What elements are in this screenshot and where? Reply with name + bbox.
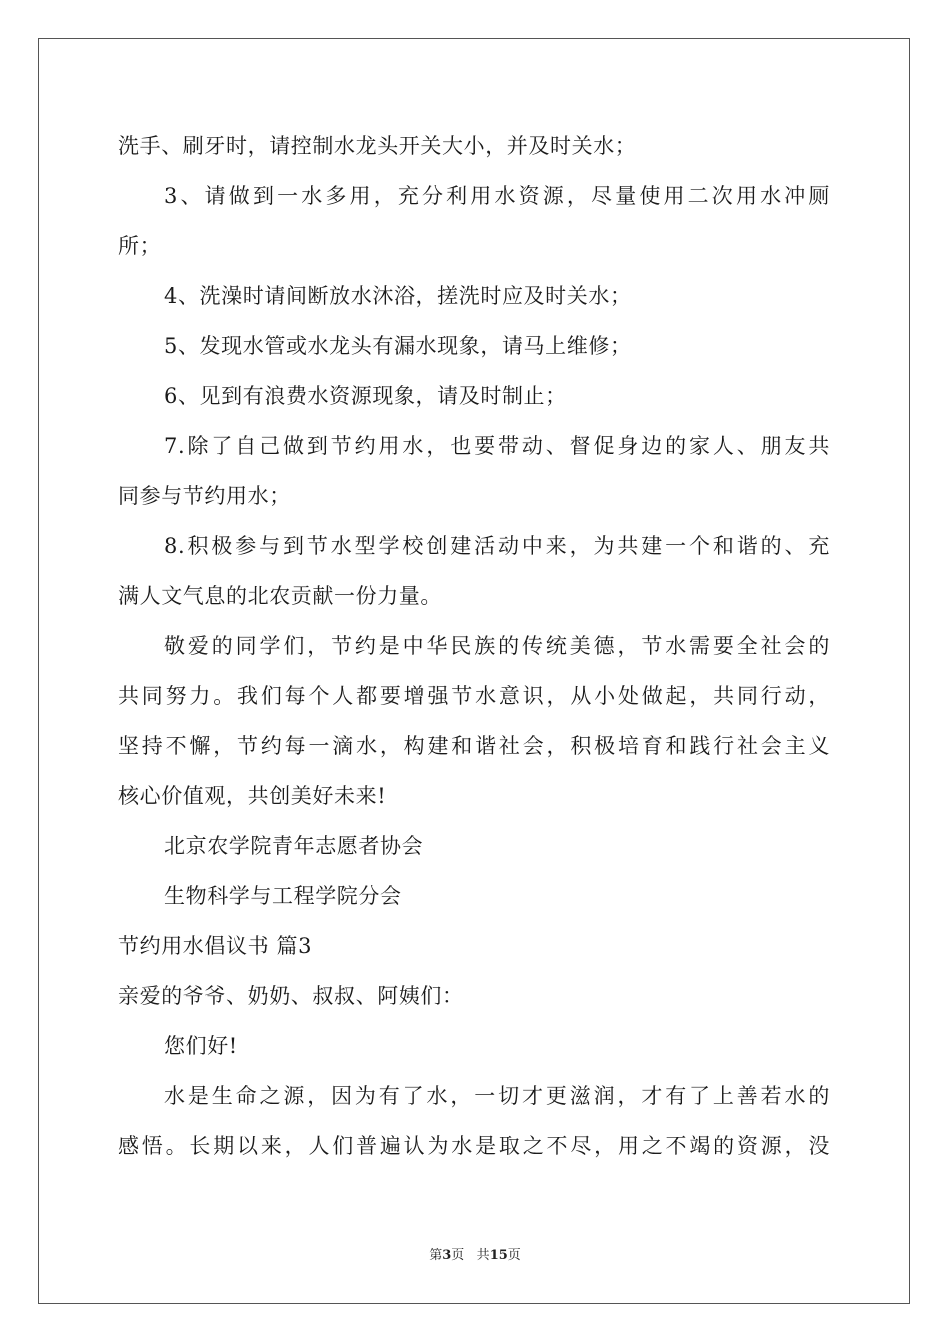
text-line: 6、见到有浪费水资源现象，请及时制止； [164, 384, 567, 408]
text-line: 4、洗澡时请间断放水沐浴，搓洗时应及时关水； [164, 284, 632, 308]
text-line: 7.除了自己做到节约用水，也要带动、督促身边的家人、朋友共 [164, 434, 830, 458]
total-page-count: 15 [489, 1248, 508, 1263]
text-line: 水是生命之源，因为有了水，一切才更滋润，才有了上善若水的 [164, 1084, 830, 1108]
footer-total-suffix: 页 [507, 1248, 521, 1263]
footer-total-prefix: 共 [476, 1248, 490, 1263]
signature-branch: 生物科学与工程学院分会 [164, 884, 402, 908]
text-line: 同参与节约用水； [118, 484, 291, 508]
text-line: 核心价值观，共创美好未来! [118, 784, 387, 808]
section-heading: 节约用水倡议书 篇3 [118, 934, 313, 958]
text-line: 8.积极参与到节水型学校创建活动中来，为共建一个和谐的、充 [164, 534, 830, 558]
current-page-number: 3 [442, 1248, 452, 1263]
text-line: 洗手、刷牙时，请控制水龙头开关大小，并及时关水； [118, 134, 637, 158]
footer-prefix: 第 [429, 1248, 443, 1263]
text-line: 共同努力。我们每个人都要增强节水意识，从小处做起，共同行动， [118, 684, 830, 708]
text-line: 敬爱的同学们，节约是中华民族的传统美德，节水需要全社会的 [164, 634, 830, 658]
text-line: 5、发现水管或水龙头有漏水现象，请马上维修； [164, 334, 632, 358]
text-line: 感悟。长期以来，人们普遍认为水是取之不尽，用之不竭的资源，没 [118, 1134, 830, 1158]
footer-page-suffix: 页 [451, 1248, 465, 1263]
text-line: 坚持不懈，节约每一滴水，构建和谐社会，积极培育和践行社会主义 [118, 734, 830, 758]
greeting: 您们好! [164, 1034, 238, 1058]
text-line: 3、请做到一水多用，充分利用水资源，尽量使用二次用水冲厕 [164, 184, 830, 208]
page-border [38, 38, 910, 1304]
text-line: 所； [118, 234, 162, 258]
text-line: 满人文气息的北农贡献一份力量。 [118, 584, 442, 608]
page-footer [0, 1247, 950, 1265]
salutation: 亲爱的爷爷、奶奶、叔叔、阿姨们： [118, 984, 464, 1008]
signature-organization: 北京农学院青年志愿者协会 [164, 834, 424, 858]
